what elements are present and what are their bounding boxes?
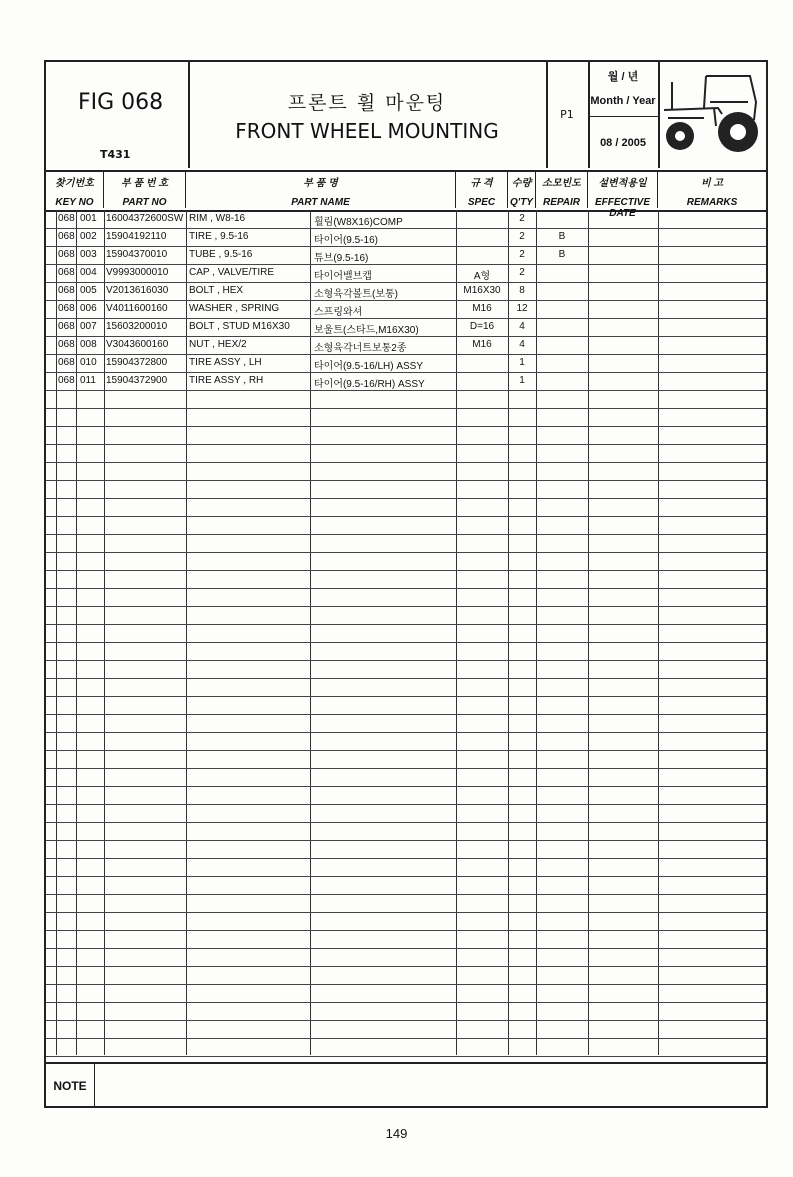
quantity: 2 [519,231,525,242]
note-box [46,1062,766,1108]
part-name-korean: 보울트(스타드,M16X30) [314,325,419,336]
table-row [46,426,766,445]
sheet-header [46,62,766,172]
column-header-korean: 소모빈도 [542,178,581,189]
quantity: 2 [519,213,525,224]
table-row [46,390,766,409]
table-row [46,606,766,625]
table-row [46,1038,766,1057]
page-code: P1 [560,108,574,121]
part-name-korean: 타이어(9.5-16/RH) ASSY [314,379,425,390]
column-header [536,170,588,208]
spec: M16 [472,303,492,314]
table-row [46,822,766,841]
table-row [46,480,766,499]
part-name-english: TIRE , 9.5-16 [189,231,249,242]
column-header-korean: 수량 [511,178,532,189]
part-name-korean: 타이어(9.5-16/LH) ASSY [314,361,424,372]
table-row [46,894,766,913]
part-name-korean: 소형육각볼트(보통) [314,289,398,300]
part-number: 15904192110 [106,231,167,242]
part-name-english: CAP , VALVE/TIRE [189,267,275,278]
table-row [46,732,766,751]
part-name-korean: 소형육각너트보통2종 [314,343,407,354]
part-number: 15904372900 [106,375,168,386]
table-row [46,282,766,301]
table-row [46,372,766,391]
table-row [46,300,766,319]
key-number: 010 [80,357,97,368]
repair-frequency: B [558,249,566,260]
quantity: 2 [519,267,525,278]
model-code: T431 [100,148,131,161]
part-name-english: NUT , HEX/2 [189,339,247,350]
fig-number: 068 [58,249,75,260]
tractor-icon [658,62,766,168]
fig-number: 068 [58,231,75,242]
spec: M16 [472,339,492,350]
table-row [46,804,766,823]
parts-sheet [44,60,768,1108]
table-row [46,840,766,859]
date-label-korean: 월 / 년 [607,71,639,83]
table-row [46,354,766,373]
column-header-english: REPAIR [542,197,581,208]
table-row [46,966,766,985]
key-number: 007 [80,321,97,332]
table-row [46,264,766,283]
table-row [46,588,766,607]
column-header-korean: 부 품 명 [303,178,338,189]
title-korean: 프론트 휠 마운팅 [287,92,447,114]
table-row [46,642,766,661]
table-row [46,498,766,517]
fig-number: 068 [58,213,75,224]
part-number: 15904372800 [106,357,168,368]
key-number: 003 [80,249,97,260]
column-header [46,170,104,208]
page-cell [546,62,590,168]
table-row [46,462,766,481]
table-row [46,1002,766,1021]
part-number: 15603200010 [106,321,168,332]
part-name-korean: 휠림(W8X16)COMP [314,217,403,228]
column-header [104,170,186,208]
part-name-english: TUBE , 9.5-16 [189,249,253,260]
quantity: 4 [519,339,525,350]
fig-number: 068 [58,339,75,350]
column-header-english: KEY NO [55,197,94,208]
table-row [46,552,766,571]
column-header-korean: 비 고 [700,178,724,189]
key-number: 006 [80,303,97,314]
date-value: 08 / 2005 [600,137,646,149]
column-header-korean: 찾기번호 [55,178,94,189]
part-name-english: TIRE ASSY , RH [189,375,264,386]
title-cell [188,62,548,168]
column-header-english: Q'TY [510,197,533,208]
quantity: 1 [519,375,525,386]
figure-cell [54,62,190,168]
table-row [46,696,766,715]
column-header-english: REMARKS [686,197,738,208]
figure-number: FIG 068 [78,90,164,115]
table-row [46,858,766,877]
column-header-english: PART NAME [291,197,350,208]
part-name-korean: 타이어밸브캡 [314,271,372,282]
quantity: 1 [519,357,525,368]
table-row [46,660,766,679]
date-cell [588,62,660,168]
fig-number: 068 [58,285,75,296]
table-row [46,768,766,787]
table-row [46,876,766,895]
table-row [46,678,766,697]
quantity: 8 [519,285,525,296]
key-number: 004 [80,267,97,278]
date-label-english: Month / Year [588,88,658,117]
table-row [46,570,766,589]
part-number: 16004372600SW [106,213,184,224]
column-header [456,170,508,208]
page-number: 149 [385,1126,408,1141]
title-english: FRONT WHEEL MOUNTING [235,119,499,143]
table-row [46,228,766,247]
column-header [186,170,456,208]
key-number: 005 [80,285,97,296]
part-name-korean: 튜브(9.5-16) [314,253,369,264]
table-row [46,516,766,535]
table-row [46,750,766,769]
part-number: 15904370010 [106,249,168,260]
column-header-english: PART NO [122,197,167,208]
fig-number: 068 [58,267,75,278]
table-row [46,624,766,643]
repair-frequency: B [558,231,566,242]
table-row [46,984,766,1003]
table-row [46,534,766,553]
column-header-english: SPEC [467,197,496,208]
column-header [658,170,766,208]
part-number: V9993000010 [106,267,169,278]
table-row [46,210,766,229]
note-label: NOTE [46,1064,95,1108]
table-row [46,444,766,463]
table-row [46,318,766,337]
table-row [46,408,766,427]
table-row [46,930,766,949]
fig-number: 068 [58,375,75,386]
column-header-korean: 규 격 [470,178,493,189]
table-row [46,786,766,805]
part-name-korean: 타이어(9.5-16) [314,235,378,246]
spec: M16X30 [463,285,501,296]
key-number: 011 [80,375,96,386]
part-number: V4011600160 [106,303,168,314]
key-number: 002 [80,231,97,242]
table-row [46,1020,766,1039]
fig-number: 068 [58,357,75,368]
table-row [46,912,766,931]
part-name-english: BOLT , STUD M16X30 [189,321,290,332]
part-name-english: BOLT , HEX [189,285,244,296]
column-header [508,170,536,208]
column-header-english: EFFECTIVE DATE [594,197,650,219]
key-number: 001 [80,213,97,224]
part-name-english: RIM , W8-16 [189,213,246,224]
column-header-korean: 설변적용일 [598,178,647,189]
column-header [588,170,658,219]
quantity: 2 [519,249,525,260]
part-name-korean: 스프링와셔 [314,307,363,318]
spec: D=16 [469,321,495,332]
table-row [46,948,766,967]
fig-number: 068 [58,321,75,332]
table-row [46,714,766,733]
fig-number: 068 [58,303,75,314]
key-number: 008 [80,339,97,350]
parts-table [46,210,766,1055]
table-row [46,246,766,265]
spec: A형 [473,271,491,282]
part-name-english: TIRE ASSY , LH [189,357,262,368]
quantity: 12 [516,303,528,314]
part-number: V3043600160 [106,339,169,350]
column-header-korean: 부 품 번 호 [121,178,168,189]
part-name-english: WASHER , SPRING [189,303,280,314]
part-number: V2013616030 [106,285,169,296]
table-row [46,336,766,355]
quantity: 4 [519,321,525,332]
